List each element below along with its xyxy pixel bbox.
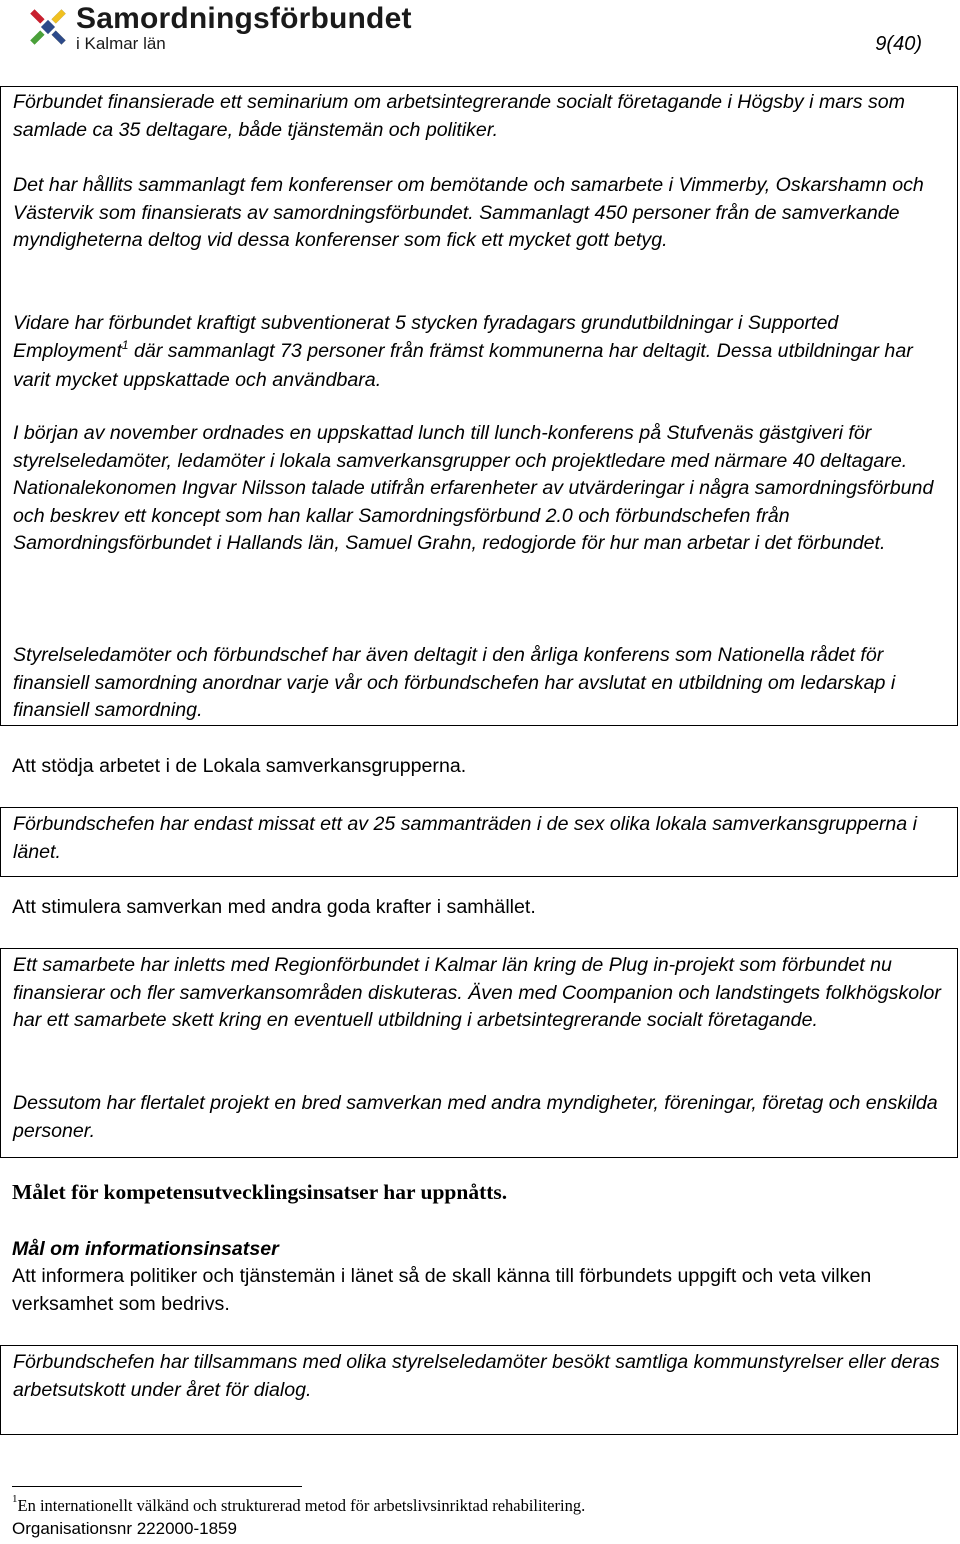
info-text: Att informera politiker och tjänstemän i länet så de skall känna till förbundets uppgift och veta vilken verksamhet som bedrivs.: [12, 1265, 872, 1315]
paragraph-seminar: Förbundet finansierade ett seminarium om arbetsintegrerande socialt företagande i Högsby i mars som samlade ca 35 deltagare, både tjänstemän och politiker.: [13, 91, 905, 141]
logo-mark-icon: [28, 3, 68, 53]
page-number: 9(40): [875, 33, 922, 55]
paragraph-lunch-conference: I början av november ordnades en uppskattad lunch till lunch-konferens på Stufvenäs gästgiveri för styrelseledamöter, ledamöter i lokala samverkansgrupper och projektledare med närmare 40 deltagare. Nationalekonomen Ingvar Nilsson talade utifrån erfarenheter av utvärderingar i några samordningsförbund och beskrev ett koncept som han kallar Samordningsförbund 2.0 och förbundschefen från Samordningsförbundet i Hallands län, Samuel Grahn, redogjorde för hur man arbetar i det förbundet.: [13, 422, 934, 554]
results-box-1: [0, 86, 958, 726]
p3-after: där sammanlagt 73 personer från främst kommunerna har deltagit. Dessa utbildningar har varit mycket uppskattade och användbara.: [13, 339, 913, 391]
logo-name: Samordningsförbundet: [76, 2, 412, 35]
p3-before: Vidare har förbundet kraftigt subventionerat 5 stycken fyradagars grundutbildningar i Supported Employment: [13, 312, 839, 362]
paragraph-visits: Förbundschefen har tillsammans med olika styrelseledamöter besökt samtliga kommunstyrelser eller deras arbetsutskott under året för dialog.: [13, 1351, 940, 1401]
paragraph-supported-employment: [13, 310, 943, 395]
footnote-number: 1: [12, 1493, 18, 1505]
logo-region: i Kalmar län: [76, 34, 166, 53]
paragraph-conferences: Det har hållits sammanlagt fem konferenser om bemötande och samarbete i Vimmerby, Oskarshamn och Västervik som finansierats av samordningsförbundet. Sammanlagt 450 personer från de samverkande myndigheterna deltog vid dessa konferenser som fick ett mycket gott betyg.: [13, 174, 924, 251]
organization-number: Organisationsnr 222000-1859: [12, 1519, 237, 1538]
results-box-3: [0, 948, 958, 1158]
paragraph-national-council: Styrelseledamöter och förbundschef har även deltagit i den årliga konferens som Nationella rådet för finansiell samordning anordnar varje vår och förbundschefen har avslutat en utbildning om ledarskap i finansiell samordning.: [13, 644, 896, 721]
info-heading: Mål om informationsinsatser: [12, 1238, 279, 1260]
goal-support-heading: Att stödja arbetet i de Lokala samverkansgrupperna.: [12, 755, 467, 777]
goal-reached-heading: Målet för kompetensutvecklingsinsatser har uppnåtts.: [12, 1180, 508, 1204]
paragraph-regional-cooperation: Ett samarbete har inletts med Regionförbundet i Kalmar län kring de Plug in-projekt som förbundet nu finansierar och fler samverkansområden diskuteras. Även med Coompanion och landstingets folkhögskolor har ett samarbete skett kring en eventuell utbildning i arbetsintegrerande socialt företagande.: [13, 954, 941, 1031]
footnote-text: En internationellt välkänd och strukturerad metod för arbetslivsinriktad rehabilitering.: [17, 1496, 586, 1515]
paragraph-broad-cooperation: Dessutom har flertalet projekt en bred samverkan med andra myndigheter, föreningar, företag och enskilda personer.: [13, 1092, 938, 1142]
results-box-2: [0, 807, 958, 877]
footnote-separator: [12, 1486, 302, 1487]
results-box-4: [0, 1345, 958, 1435]
footnote: [12, 1493, 586, 1516]
footnote-reference: 1: [121, 337, 129, 352]
goal-stimulate-heading: Att stimulera samverkan med andra goda krafter i samhället.: [12, 896, 536, 918]
paragraph-meetings: Förbundschefen har endast missat ett av 25 sammanträden i de sex olika lokala samverkansgrupperna i länet.: [13, 813, 917, 863]
